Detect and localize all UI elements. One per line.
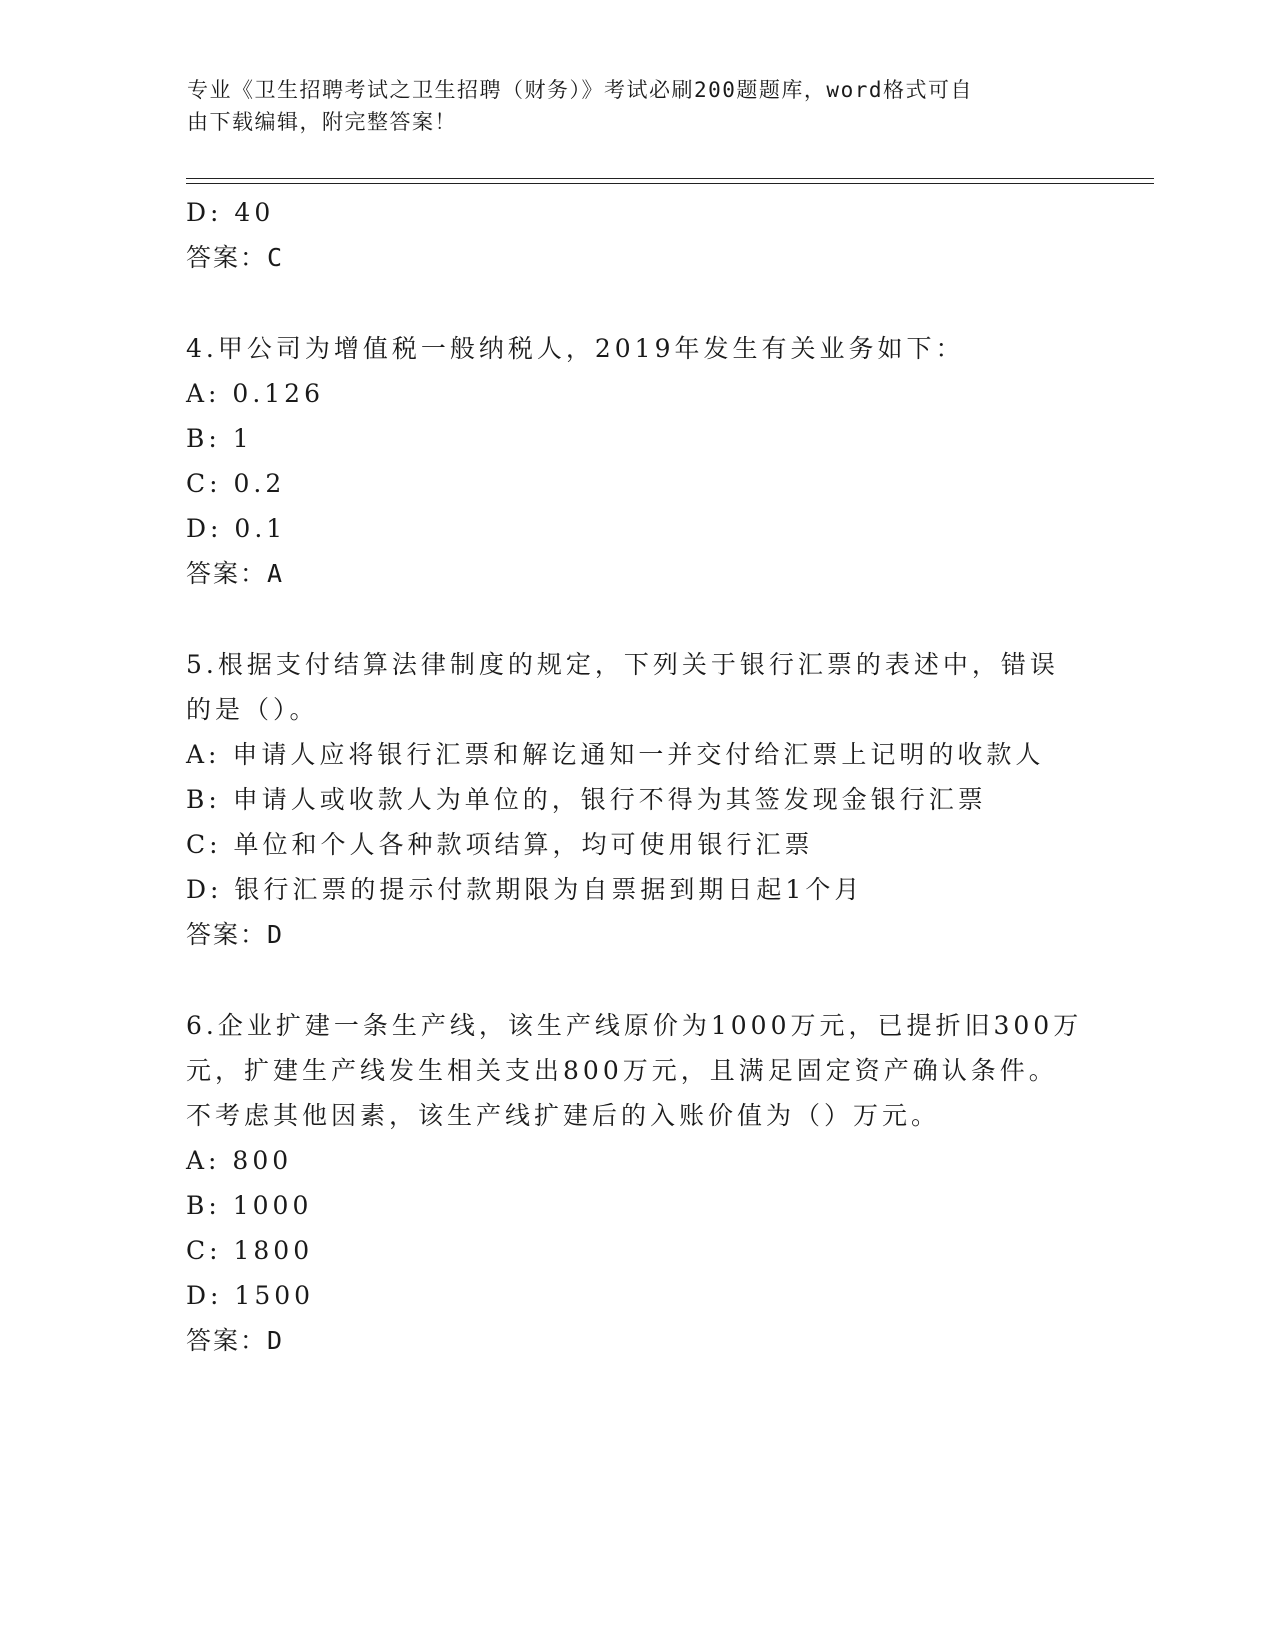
question-stem: 不考虑其他因素，该生产线扩建后的入账价值为（）万元。 <box>186 1101 941 1130</box>
answer-line: 答案：C <box>186 243 285 272</box>
option-c: C: 0.2 <box>186 469 286 498</box>
question-4 <box>186 326 1086 596</box>
option-c: C: 1800 <box>186 1236 314 1265</box>
header-divider-top <box>186 178 1154 179</box>
option-c: C: 单位和个人各种款项结算，均可使用银行汇票 <box>186 830 814 859</box>
option-b: B: 申请人或收款人为单位的，银行不得为其签发现金银行汇票 <box>186 785 987 814</box>
header-line-2: 由下载编辑，附完整答案！ <box>187 110 457 134</box>
document-header <box>187 74 1067 138</box>
answer-line: 答案：D <box>186 920 285 949</box>
question-content <box>186 190 1086 1363</box>
option-d: D: 0.1 <box>186 514 287 543</box>
option-b: B: 1000 <box>186 1191 313 1220</box>
previous-question-tail <box>186 190 1086 280</box>
question-stem: 4.甲公司为增值税一般纳税人，2019年发生有关业务如下： <box>186 334 965 363</box>
question-stem: 5.根据支付结算法律制度的规定，下列关于银行汇票的表述中，错误 <box>186 650 1059 679</box>
option-d: D: 银行汇票的提示付款期限为自票据到期日起1个月 <box>186 875 864 904</box>
question-5 <box>186 642 1086 957</box>
question-6 <box>186 1003 1086 1363</box>
question-stem: 的是（）。 <box>186 695 319 724</box>
option-d: D: 1500 <box>186 1281 315 1310</box>
answer-line: 答案：D <box>186 1326 285 1355</box>
question-stem: 元，扩建生产线发生相关支出800万元，且满足固定资产确认条件。 <box>186 1056 1058 1085</box>
option-d: D: 40 <box>186 198 275 227</box>
option-a: A: 800 <box>186 1146 293 1175</box>
question-stem: 6.企业扩建一条生产线，该生产线原价为1000万元，已提折旧300万 <box>186 1011 1083 1040</box>
option-a: A: 0.126 <box>186 379 324 408</box>
header-divider-bottom <box>186 183 1154 184</box>
header-line-1: 专业《卫生招聘考试之卫生招聘（财务）》考试必刷200题题库，word格式可自 <box>187 78 973 102</box>
answer-line: 答案：A <box>186 559 285 588</box>
option-b: B: 1 <box>186 424 253 453</box>
option-a: A: 申请人应将银行汇票和解讫通知一并交付给汇票上记明的收款人 <box>186 740 1045 769</box>
